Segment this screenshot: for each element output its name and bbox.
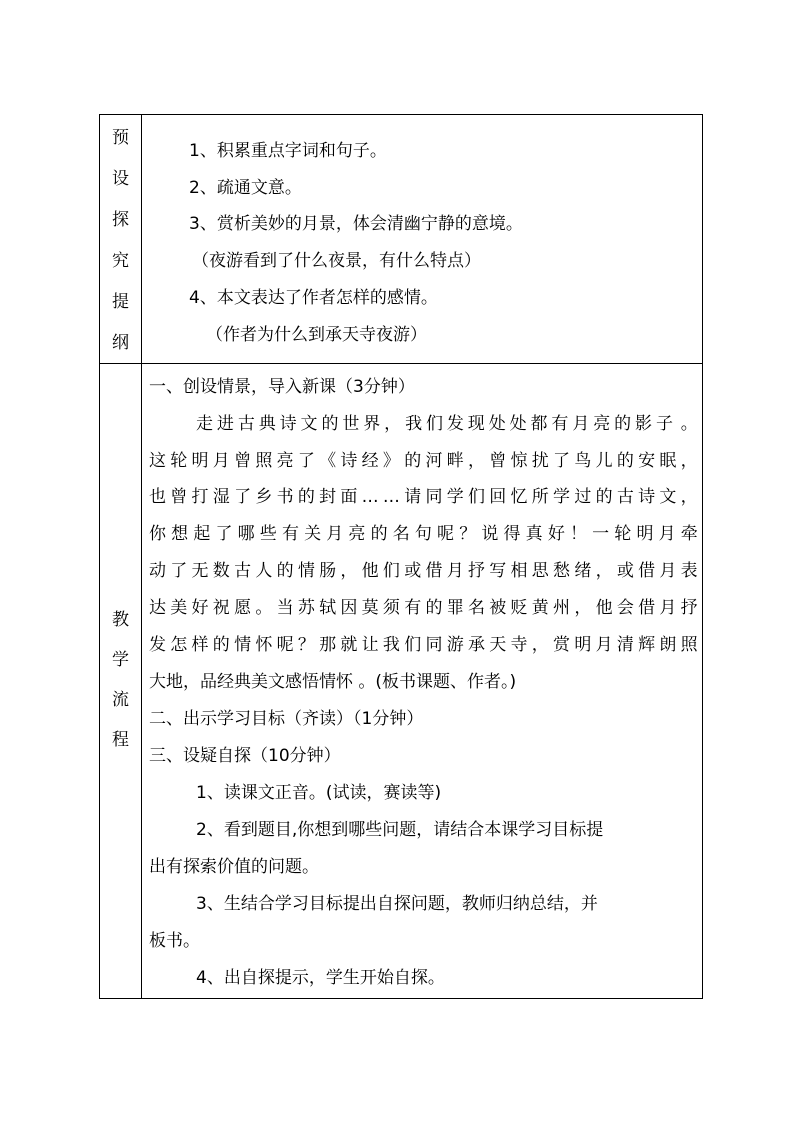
outline-item-1: 1、积累重点字词和句子。 bbox=[189, 141, 387, 161]
outline-item-3-note: （夜游看到了什么夜景，有什么特点） bbox=[192, 251, 481, 271]
process-label-char: 教 bbox=[112, 610, 129, 630]
lesson-plan-table bbox=[99, 114, 703, 999]
outline-label-char: 设 bbox=[112, 169, 129, 189]
outline-item-4: 4、本文表达了作者怎样的感情。 bbox=[189, 288, 438, 308]
outline-item-4-note: （作者为什么到承天寺夜游） bbox=[206, 325, 427, 345]
process-label-char: 学 bbox=[112, 650, 129, 670]
intro-line: 你 想 起 了 哪 些 有 关 月 亮 的 名 句 呢 ？ 说 得 真 好 ！ 一 轮 明 月 牵 bbox=[149, 524, 698, 544]
outline-label-char: 探 bbox=[112, 210, 129, 230]
outline-label-char: 预 bbox=[112, 128, 129, 148]
outline-item-2: 2、疏通文意。 bbox=[189, 178, 302, 198]
intro-line: 大地，品经典美文感悟情怀 。(板书课题、作者。) bbox=[149, 672, 517, 692]
step3-sub3-line1: 3、生结合学习目标提出自探问题，教师归纳总结，并 bbox=[196, 894, 598, 914]
intro-line: 也 曾 打 湿 了 乡 书 的 封 面 … … 请 同 学 们 回 忆 所 学 过 的 古 诗 文 ， bbox=[149, 487, 698, 507]
intro-line: 达 美 好 祝 愿 。 当 苏 轼 因 莫 须 有 的 罪 名 被 贬 黄 州 ， 他 会 借 月 抒 bbox=[149, 598, 698, 618]
process-label-cell bbox=[100, 364, 142, 998]
intro-line: 发 怎 样 的 情 怀 呢 ？ 那 就 让 我 们 同 游 承 天 寺 ， 赏 明 月 清 辉 朗 照 bbox=[149, 635, 698, 655]
intro-line: 动 了 无 数 古 人 的 情 肠 ， 他 们 或 借 月 抒 写 相 思 愁 绪 ， 或 借 月 表 bbox=[149, 561, 698, 581]
step2-heading: 二、出示学习目标（齐读）（1分钟） bbox=[149, 709, 424, 729]
intro-line: 走 进 古 典 诗 文 的 世 界 ， 我 们 发 现 处 处 都 有 月 亮 的 影 子 。 bbox=[196, 414, 698, 434]
outline-label-char: 纲 bbox=[112, 333, 129, 353]
intro-line: 这 轮 明 月 曾 照 亮 了 《 诗 经 》 的 河 畔 ， 曾 惊 扰 了 鸟 儿 的 安 眠 ， bbox=[149, 451, 698, 471]
step3-sub1: 1、读课文正音。(试读，赛读等) bbox=[196, 783, 442, 803]
step3-sub2-line2: 出有探索价值的问题。 bbox=[149, 857, 319, 877]
process-label-char: 流 bbox=[112, 690, 129, 710]
outline-row bbox=[100, 115, 702, 364]
outline-content-cell bbox=[142, 115, 702, 363]
step3-heading: 三、设疑自探（10分钟） bbox=[149, 746, 341, 766]
process-content-cell bbox=[142, 364, 702, 998]
process-row bbox=[100, 364, 702, 998]
step3-sub4: 4、出自探提示，学生开始自探。 bbox=[196, 968, 445, 988]
outline-item-3: 3、赏析美妙的月景，体会清幽宁静的意境。 bbox=[189, 214, 523, 234]
process-label-char: 程 bbox=[112, 730, 129, 750]
outline-label-cell bbox=[100, 115, 142, 363]
step1-heading: 一、创设情景，导入新课（3分钟） bbox=[149, 377, 415, 397]
outline-label-char: 究 bbox=[112, 251, 129, 271]
outline-label-char: 提 bbox=[112, 292, 129, 312]
step3-sub3-line2: 板书。 bbox=[149, 931, 200, 951]
step3-sub2-line1: 2、看到题目,你想到哪些问题，请结合本课学习目标提 bbox=[196, 820, 604, 840]
